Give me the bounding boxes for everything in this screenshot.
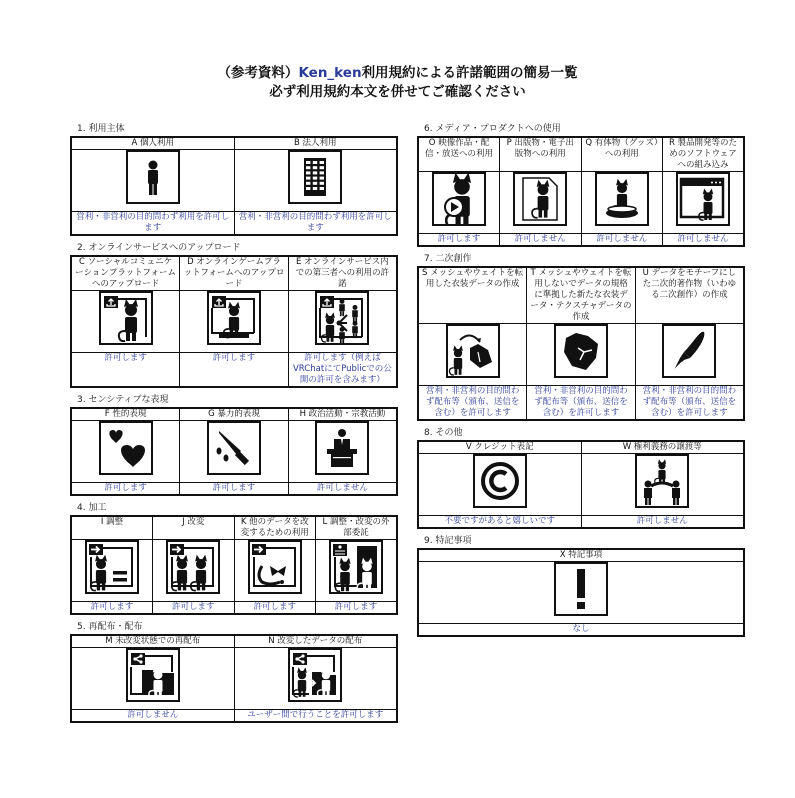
modify-icon <box>166 540 220 594</box>
section-2 <box>70 242 398 388</box>
permission-status: 許可しません <box>288 483 397 496</box>
document-icon <box>513 172 567 226</box>
header-row <box>71 256 397 291</box>
item-label: M 未改変状態での再配布 <box>71 635 234 648</box>
item-label: R 製品開発等のためのソフトウェアへの組み込み <box>663 137 745 172</box>
share-users-icon <box>315 291 369 345</box>
icon-row <box>418 172 744 234</box>
icon-cell <box>527 324 636 386</box>
permission-table <box>417 548 745 637</box>
status-row <box>418 386 744 421</box>
permission-status: 許可しません <box>581 516 744 529</box>
reuse-parts-icon <box>248 540 302 594</box>
icon-row <box>418 454 744 516</box>
icon-row <box>71 150 397 212</box>
section-8 <box>417 427 745 529</box>
permission-status: 営利・非営利の目的問わず配布等（頒布、送信を含む）を許可します <box>527 386 636 421</box>
figure-icon <box>595 172 649 226</box>
right-column <box>417 123 745 643</box>
permission-status: 許可します <box>180 353 289 388</box>
permission-status: 許可しません <box>500 234 582 247</box>
icon-cell <box>234 648 397 710</box>
item-label: L 調整・改変の外部委託 <box>316 516 398 540</box>
icon-cell <box>288 291 397 353</box>
upload-avatar-icon <box>99 291 153 345</box>
section-title: 1. 利用主体 <box>77 124 125 134</box>
permission-status: 許可します <box>234 602 316 615</box>
header-row <box>71 137 397 150</box>
status-row <box>71 602 397 615</box>
mesh-transfer-icon <box>446 324 500 378</box>
item-label: U データをモチーフにした二次的著作物（いわゆる二次創作）の作成 <box>635 267 744 324</box>
icon-row <box>418 562 744 624</box>
permission-status: 許可しません <box>581 234 663 247</box>
item-label: C ソーシャルコミュニケーションプラットフォームへのアップロード <box>71 256 180 291</box>
section-title: 7. 二次創作 <box>424 254 472 264</box>
icon-cell <box>500 172 582 234</box>
video-icon <box>432 172 486 226</box>
permission-status: 許可しません <box>663 234 745 247</box>
icon-cell <box>581 172 663 234</box>
brand-name: Ken_ken <box>298 65 362 81</box>
permission-status: 許可します <box>418 234 500 247</box>
title-prefix: （参考資料） <box>217 65 299 81</box>
icon-cell <box>71 291 180 353</box>
item-label: O 映像作品・配信・放送への利用 <box>418 137 500 172</box>
hearts-icon <box>99 421 153 475</box>
icon-cell <box>71 421 180 483</box>
status-row <box>71 483 397 496</box>
permission-status: 許可します <box>71 602 153 615</box>
item-label: T メッシュやウェイトを転用しないでデータの規格に準拠した新たな衣装データ・テクスチャデータの作成 <box>527 267 636 324</box>
permission-status: 不要ですがあると嬉しいです <box>418 516 581 529</box>
section-title: 3. センシティブな表現 <box>77 395 169 405</box>
permission-status: 営利・非営利の目的問わず利用を許可します <box>71 212 234 236</box>
icon-cell <box>234 150 397 212</box>
section-title: 2. オンラインサービスへのアップロード <box>77 243 241 253</box>
permission-status: 許可します <box>71 483 180 496</box>
permission-table <box>70 515 398 615</box>
item-label: V クレジット表記 <box>418 441 581 454</box>
icon-cell <box>71 648 234 710</box>
icon-cell <box>418 454 581 516</box>
item-label: N 改変したデータの配布 <box>234 635 397 648</box>
item-label: A 個人利用 <box>71 137 234 150</box>
icon-cell <box>71 150 234 212</box>
item-label: I 調整 <box>71 516 153 540</box>
permission-status: なし <box>418 624 744 637</box>
copyright-icon <box>473 454 527 508</box>
item-label: H 政治活動・宗教活動 <box>288 408 397 421</box>
permission-table <box>70 407 398 496</box>
icon-cell <box>635 324 744 386</box>
permission-status: 許可します <box>316 602 398 615</box>
outsource-icon <box>329 540 383 594</box>
icon-cell <box>418 324 527 386</box>
item-label: D オンラインゲームプラットフォームへのアップロード <box>180 256 289 291</box>
icon-cell <box>234 540 316 602</box>
status-row <box>71 710 397 723</box>
section-4 <box>70 502 398 615</box>
status-row <box>71 212 397 236</box>
section-title: 9. 特記事項 <box>424 536 472 546</box>
section-5 <box>70 621 398 723</box>
title-line-1 <box>0 64 795 83</box>
item-label: F 性的表現 <box>71 408 180 421</box>
item-label: B 法人利用 <box>234 137 397 150</box>
item-label: P 出版物・電子出版物への利用 <box>500 137 582 172</box>
item-label: S メッシュやウェイトを転用した衣装データの作成 <box>418 267 527 324</box>
section-title: 6. メディア・プロダクトへの使用 <box>424 124 561 134</box>
icon-row <box>418 324 744 386</box>
permission-status: 営利・非営利の目的問わず配布等（頒布、送信を含む）を許可します <box>418 386 527 421</box>
person-icon <box>126 150 180 204</box>
status-row <box>418 516 744 529</box>
icon-cell <box>418 172 500 234</box>
header-row <box>418 137 744 172</box>
header-row <box>71 635 397 648</box>
icon-row <box>71 421 397 483</box>
permission-status: 許可しません <box>71 710 234 723</box>
icon-cell <box>316 540 398 602</box>
icon-cell <box>288 421 397 483</box>
icon-cell <box>153 540 235 602</box>
permission-status: 営利・非営利の目的問わず配布等（頒布、送信を含む）を許可します <box>635 386 744 421</box>
redistribute-icon <box>126 648 180 702</box>
permission-status: ユーザー間で行うことを許可します <box>234 710 397 723</box>
permission-table <box>417 266 745 421</box>
icon-cell <box>180 291 289 353</box>
item-label: E オンラインサービス内での第三者への利用の許諾 <box>288 256 397 291</box>
knife-icon <box>207 421 261 475</box>
page-title <box>0 64 795 102</box>
permission-table <box>417 136 745 247</box>
upload-game-icon <box>207 291 261 345</box>
item-label: K 他のデータを改変するための利用 <box>234 516 316 540</box>
status-row <box>418 234 744 247</box>
title-line-2: 必ず利用規約本文を併せてご確認ください <box>269 84 526 100</box>
distribute-modified-icon <box>288 648 342 702</box>
software-window-icon <box>676 172 730 226</box>
exclamation-icon <box>554 562 608 616</box>
item-label: G 暴力的表現 <box>180 408 289 421</box>
title-suffix: 利用規約による許諾範囲の簡易一覧 <box>361 65 578 81</box>
section-6 <box>417 123 745 247</box>
building-icon <box>288 150 342 204</box>
status-row <box>418 624 744 637</box>
status-row <box>71 353 397 388</box>
item-label: Q 有体物（グッズ）への利用 <box>581 137 663 172</box>
icon-row <box>71 540 397 602</box>
permission-table <box>70 136 398 236</box>
header-row <box>71 408 397 421</box>
icon-cell <box>180 421 289 483</box>
permission-table <box>70 634 398 723</box>
icon-cell <box>418 562 744 624</box>
section-title: 4. 加工 <box>77 503 107 513</box>
icon-cell <box>581 454 744 516</box>
podium-icon <box>315 421 369 475</box>
permission-status: 許可します <box>71 353 180 388</box>
permission-status: 許可します <box>180 483 289 496</box>
permission-table <box>70 255 398 388</box>
transfer-rights-icon <box>635 454 689 508</box>
section-7 <box>417 253 745 421</box>
icon-row <box>71 291 397 353</box>
icon-row <box>71 648 397 710</box>
header-row <box>418 441 744 454</box>
permission-status: 許可します（例えばVRChatにてPublicでの公開の許可を含みます） <box>288 353 397 388</box>
icon-cell <box>71 540 153 602</box>
section-3 <box>70 394 398 496</box>
section-title: 5. 再配布・配布 <box>77 622 143 632</box>
section-9 <box>417 535 745 637</box>
permission-status: 許可します <box>153 602 235 615</box>
section-title: 8. その他 <box>424 428 463 438</box>
section-1 <box>70 123 398 236</box>
item-label: X 特記事項 <box>418 549 744 562</box>
header-row <box>71 516 397 540</box>
icon-cell <box>663 172 745 234</box>
permission-table <box>417 440 745 529</box>
item-label: J 改変 <box>153 516 235 540</box>
clothing-icon <box>554 324 608 378</box>
adjust-icon <box>85 540 139 594</box>
permission-status: 営利・非営利の目的問わず利用を許可します <box>234 212 397 236</box>
left-column <box>70 123 398 729</box>
header-row <box>418 267 744 324</box>
item-label: W 権利義務の譲渡等 <box>581 441 744 454</box>
pen-icon <box>662 324 716 378</box>
header-row <box>418 549 744 562</box>
